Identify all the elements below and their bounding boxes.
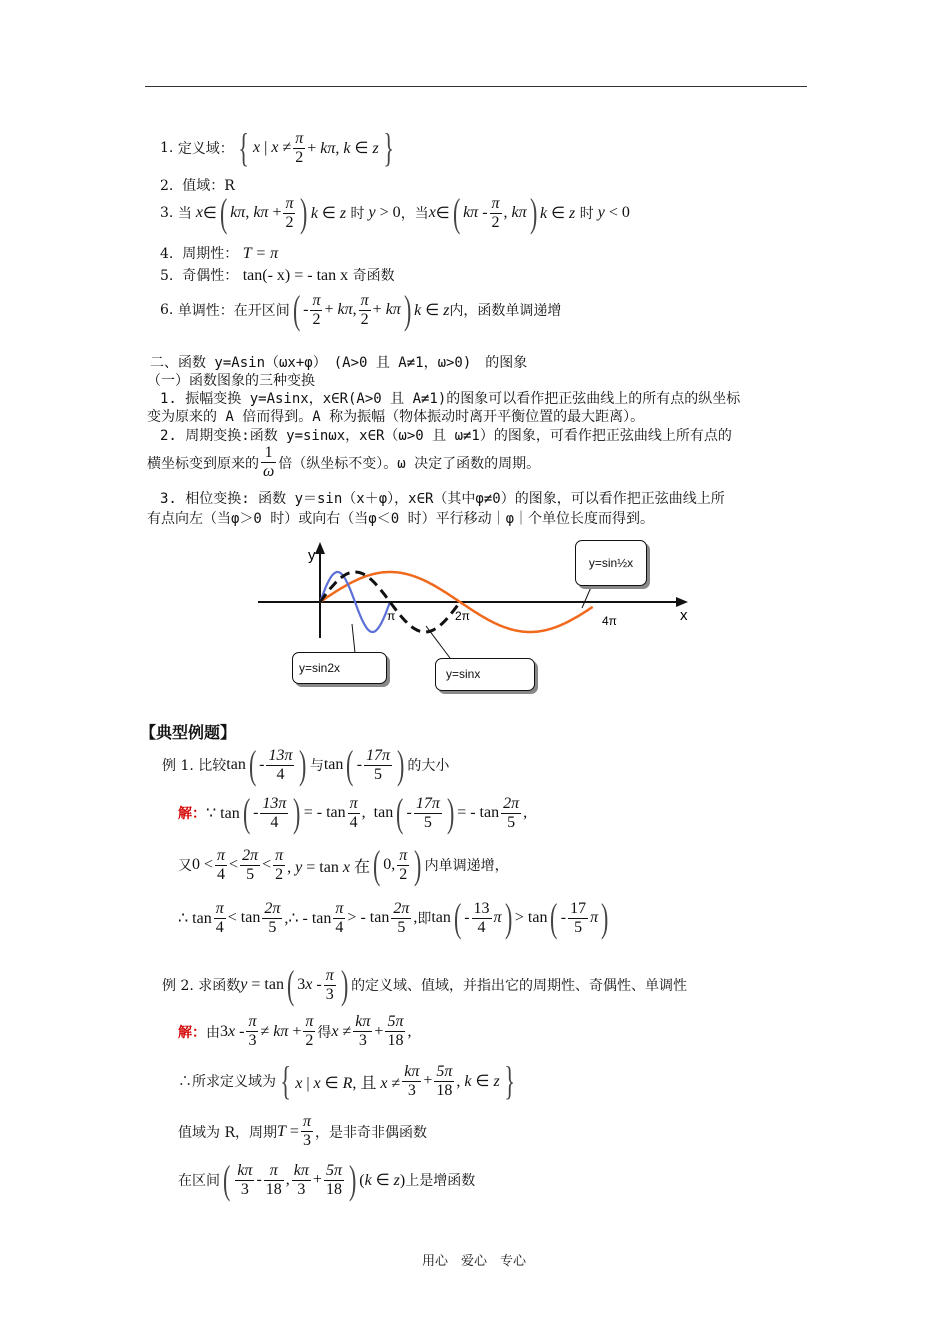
prop-item-3: 3. 当 x ∈ ( kπ, kπ + $\frac{\pi}{2}$ ) k ∈ z 时 y > 0 ，当 x ∈ ( kπ - $\frac{\pi}{2}$ , kπ ) k ∈ z 时 y < 0 bbox=[160, 190, 630, 235]
para2-line2: 横坐标变到原来的 $\frac{1}{\omega}$ 倍（纵坐标不变）。ω 决定了函数的周期。 bbox=[147, 444, 541, 480]
callout-sin-2x: y=sin2x bbox=[292, 652, 387, 684]
y-axis-label: y bbox=[308, 547, 316, 564]
prop-item-1: 1. 定义域： { x | x ≠ $\frac{\pi}{2}$ + kπ, k ∈ z } bbox=[160, 125, 394, 170]
prop-item-2: 2. 值域：R bbox=[160, 178, 235, 194]
callout-sin-half-x: y=sin½x bbox=[575, 540, 647, 586]
callout-pointer-sinx bbox=[426, 626, 450, 658]
para2-line1: 2. 周期变换:函数 y=sinωx，x∈R（ω>0 且 ω≠1）的图象，可看作把正弦曲线上所有点的 bbox=[160, 428, 732, 444]
para1-line2: 变为原来的 A 倍而得到。A 称为振幅（物体振动时离开平衡位置的最大距离）。 bbox=[147, 409, 645, 425]
y-axis-arrow bbox=[315, 542, 325, 554]
ex1-question: 例 1. 比较 tan ( - $\frac{13\pi}{4}$ ) 与 tan ( - $\frac{17\pi}{5}$ ) 的大小 bbox=[162, 742, 450, 787]
x-axis-label: x bbox=[680, 607, 688, 624]
x-axis-arrow bbox=[676, 597, 688, 607]
tick-4pi: 4π bbox=[602, 614, 617, 628]
tick-2pi: 2π bbox=[455, 609, 470, 623]
header-rule bbox=[145, 86, 807, 87]
examples-heading: 【典型例题】 bbox=[140, 723, 237, 742]
prop-item-4: 4. 周期性： T = π bbox=[160, 245, 279, 262]
ex2-solution-line1: 解： 由 3x - $\frac{\pi}{3}$ ≠ kπ + $\frac{\pi}{2}$ 得 x ≠ $\frac{k\pi}{3}$ + $\frac{5\pi}{18}$ , bbox=[178, 1013, 412, 1049]
ex2-question: 例 2. 求函数 y = tan ( 3x - $\frac{\pi}{3}$ ) 的定义域、值域，并指出它的周期性、奇偶性、单调性 bbox=[162, 962, 688, 1007]
callout-sin-x: y=sinx bbox=[435, 658, 535, 691]
ex1-solution-line1: 解： ∵ tan ( - $\frac{13\pi}{4}$ ) = - tan $\frac{\pi}{4}$ , tan ( - $\frac{17\pi}{5}$ ) = - tan $\frac{2\pi}{5}$ , bbox=[178, 790, 528, 835]
callout-pointer-2x bbox=[352, 624, 355, 653]
ex2-solution-line4: 在区间 ( $\frac{k\pi}{3}$ - $\frac{\pi}{18}$ , $\frac{k\pi}{3}$ + $\frac{5\pi}{18}$ ) (k ∈ z) 上是增函数 bbox=[178, 1157, 476, 1202]
prop-item-6: 6. 单调性：在开区间 ( - $\frac{\pi}{2}$ + kπ, $\frac{\pi}{2}$ + kπ ) k ∈ z 内，函数单调递增 bbox=[160, 287, 562, 332]
prop-item-5: 5. 奇偶性： tan(- x) = - tan x 奇函数 bbox=[160, 267, 395, 284]
tick-pi: π bbox=[387, 609, 396, 623]
para3-line1: 3. 相位变换: 函数 y＝sin（x＋φ），x∈R（其中φ≠0）的图象，可以看作把正弦曲线上所 bbox=[160, 491, 725, 507]
para3-line2: 有点向左（当φ＞0 时）或向右（当φ＜0 时）平行移动｜φ｜个单位长度而得到。 bbox=[147, 511, 654, 527]
page-footer: 用心 爱心 专心 bbox=[422, 1254, 527, 1269]
section2-heading: 二、函数 y=Asin（ωx+φ） (A>0 且 A≠1，ω>0) 的图象 bbox=[150, 355, 528, 371]
ex1-solution-line3: ∴ tan $\frac{\pi}{4}$ < tan $\frac{2\pi}{5}$ ,∴ - tan $\frac{\pi}{4}$ > - tan $\frac{2\pi}{5}$ , 即 tan ( - $\frac{13}{4}$ π ) > tan ( - $\frac{17}{5}$ π ) bbox=[178, 895, 609, 940]
para1-line1: 1. 振幅变换 y=Asinx，x∈R(A>0 且 A≠1)的图象可以看作把正弦曲线上的所有点的纵坐标 bbox=[160, 391, 741, 407]
section2-subheading: （一）函数图象的三种变换 bbox=[147, 373, 315, 389]
ex2-solution-line3: 值域为 R，周期 T = $\frac{\pi}{3}$ ，是非奇非偶函数 bbox=[178, 1113, 427, 1149]
ex1-solution-line2: 又 0 < $\frac{\pi}{4}$ < $\frac{2\pi}{5}$ < $\frac{\pi}{2}$ , y = tan x 在 ( 0, $\frac{\pi}{2}$ ) 内单调递增， bbox=[178, 842, 509, 887]
ex2-solution-line2: ∴所求定义域为 { x | x ∈ R, 且 x ≠ $\frac{k\pi}{3}$ + $\frac{5\pi}{18}$ , k ∈ z } bbox=[178, 1058, 515, 1103]
